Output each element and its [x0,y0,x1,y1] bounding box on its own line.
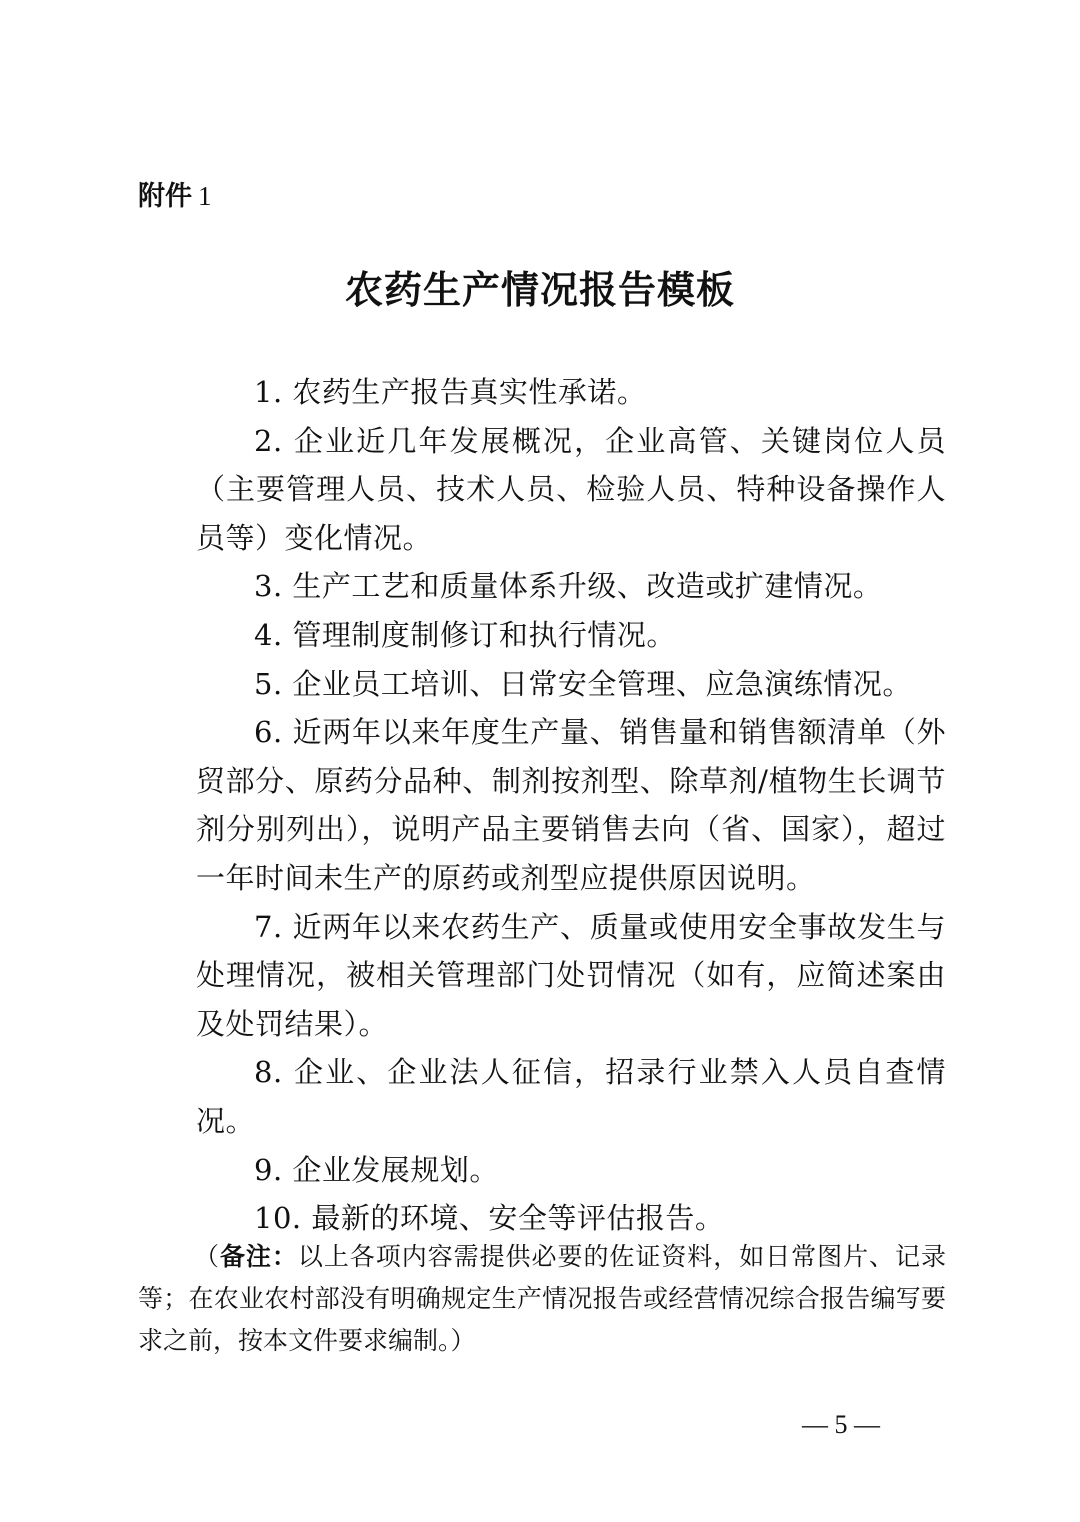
list-item: 10. 最新的环境、安全等评估报告。 [254,1201,725,1236]
document-title: 农药生产情况报告模板 [344,268,735,312]
list-item: 3. 生产工艺和质量体系升级、改造或扩建情况。 [254,569,883,604]
attachment-label-text: 附件 [138,181,192,212]
page-number: — 5 — [802,1410,880,1439]
attachment-label [138,176,212,217]
list-item: 5. 企业员工培训、日常安全管理、应急演练情况。 [254,666,912,701]
remark-label: 备注： [219,1242,298,1271]
attachment-number: 1 [198,181,212,211]
list-item: 8. 企业、企业法人征信，招录行业禁入人员自查情况。 [196,1055,946,1138]
list-item: 2. 企业近几年发展概况，企业高管、关键岗位人员（主要管理人员、技术人员、检验人员、特种设备操作人员等）变化情况。 [196,423,946,555]
list-item: 7. 近两年以来农药生产、质量或使用安全事故发生与处理情况，被相关管理部门处罚情况（如有，应简述案由及处罚结果）。 [196,909,946,1041]
remark-note [138,1236,946,1362]
remark-text: 以上各项内容需提供必要的佐证资料，如日常图片、记录等；在农业农村部没有明确规定生产情况报告或经营情况综合报告编写要求之前，按本文件要求编制。） [138,1242,946,1355]
list-item: 1. 农药生产报告真实性承诺。 [254,375,647,409]
item-list [196,368,946,1243]
list-item: 4. 管理制度制修订和执行情况。 [254,617,676,652]
remark-open-paren: （ [194,1242,220,1271]
list-item: 6. 近两年以来年度生产量、销售量和销售额清单（外贸部分、原药分品种、制剂按剂型、除草剂/植物生长调节剂分别列出），说明产品主要销售去向（省、国家），超过一年时间未生产的原药或剂型应提供原因说明。 [196,715,946,895]
list-item: 9. 企业发展规划。 [254,1152,499,1187]
